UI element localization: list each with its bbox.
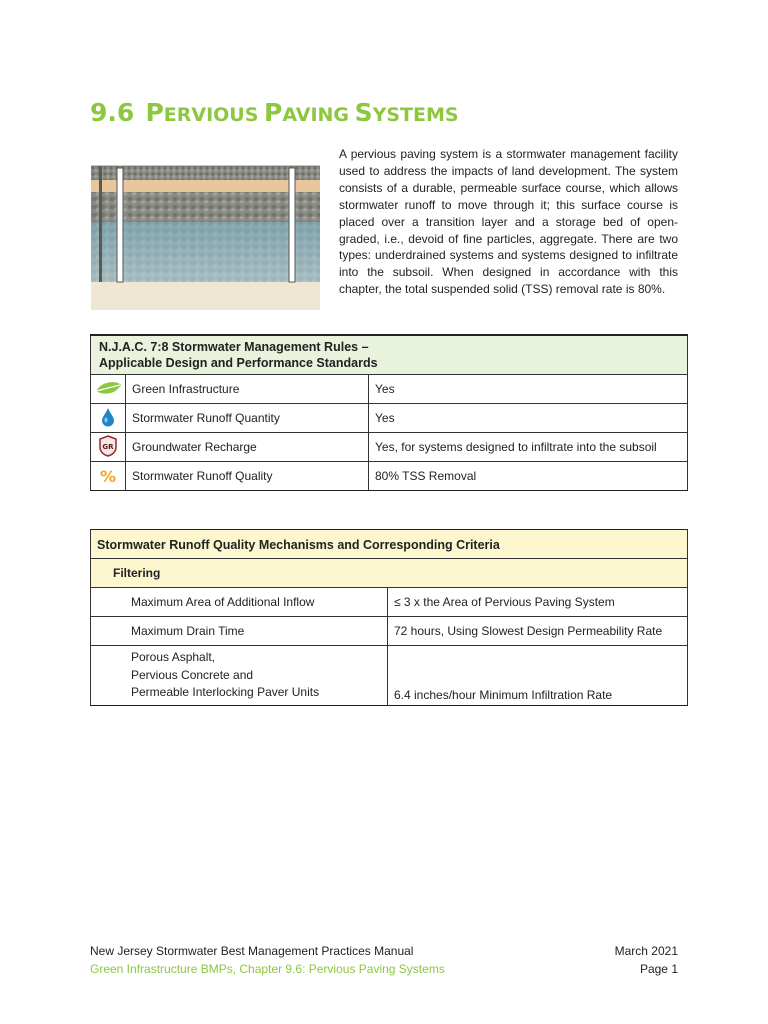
- footer-line-1: [90, 944, 688, 958]
- rule-label: Stormwater Runoff Quality: [126, 462, 369, 491]
- table-row: [91, 375, 688, 404]
- rule-label: Groundwater Recharge: [126, 433, 369, 462]
- table-row: [91, 462, 688, 491]
- heading-word: PERVIOUS: [145, 98, 259, 127]
- section-heading: [90, 98, 459, 127]
- rule-value: Yes, for systems designed to infiltrate into the subsoil: [369, 433, 688, 462]
- water-drop-icon: [101, 407, 115, 427]
- rule-value: Yes: [369, 375, 688, 404]
- heading-word: PAVING: [264, 98, 350, 127]
- rule-label: Green Infrastructure: [126, 375, 369, 404]
- intro-paragraph: A pervious paving system is a stormwater management facility used to address the impacts of land development. The system consists of a durable, permeable surface course, which allows stormwater runoff to move through it; this surface course is placed over a transition layer and a storage bed of open-graded, i.e., devoid of fine particles, aggregate. There are two types: underdrained systems and systems designed to infiltrate into the subsoil. When designed in accordance with this chapter, the total suspended solid (TSS) removal rate is 80%.: [339, 147, 678, 297]
- svg-text:GR: GR: [102, 442, 114, 451]
- rule-value: 80% TSS Removal: [369, 462, 688, 491]
- footer-manual-title: New Jersey Stormwater Best Management Practices Manual: [90, 944, 414, 958]
- percent-icon: %: [99, 466, 117, 486]
- criteria-label: Porous Asphalt, Pervious Concrete and Permeable Interlocking Paver Units: [91, 646, 388, 706]
- pervious-paving-cross-section-illustration: [91, 148, 320, 310]
- heading-word: SYSTEMS: [354, 98, 459, 127]
- table-row: [91, 646, 688, 706]
- criteria-value: 72 hours, Using Slowest Design Permeability Rate: [388, 617, 688, 646]
- criteria-table-subtitle: Filtering: [91, 559, 688, 588]
- rule-label: Stormwater Runoff Quantity: [126, 404, 369, 433]
- criteria-value: 6.4 inches/hour Minimum Infiltration Rate: [388, 646, 688, 706]
- table-row: [91, 404, 688, 433]
- footer-line-2: [90, 962, 688, 976]
- criteria-value: ≤ 3 x the Area of Pervious Paving System: [388, 588, 688, 617]
- footer-page-number: Page 1: [639, 962, 678, 976]
- table-row: [91, 617, 688, 646]
- rules-table: [90, 334, 688, 491]
- criteria-table-title: Stormwater Runoff Quality Mechanisms and Corresponding Criteria: [91, 530, 688, 559]
- table-row: [91, 588, 688, 617]
- criteria-table: [90, 529, 688, 706]
- leaf-icon: [94, 379, 122, 397]
- rules-table-header: N.J.A.C. 7:8 Stormwater Management Rules – Applicable Design and Performance Standards: [91, 335, 688, 375]
- section-number: 9.6: [90, 98, 135, 127]
- criteria-label: Maximum Area of Additional Inflow: [91, 588, 388, 617]
- footer-chapter: Green Infrastructure BMPs, Chapter 9.6: Pervious Paving Systems: [90, 962, 445, 976]
- groundwater-recharge-icon: [98, 435, 118, 457]
- criteria-label: Maximum Drain Time: [91, 617, 388, 646]
- footer-date: March 2021: [614, 944, 678, 958]
- table-row: [91, 433, 688, 462]
- rule-value: Yes: [369, 404, 688, 433]
